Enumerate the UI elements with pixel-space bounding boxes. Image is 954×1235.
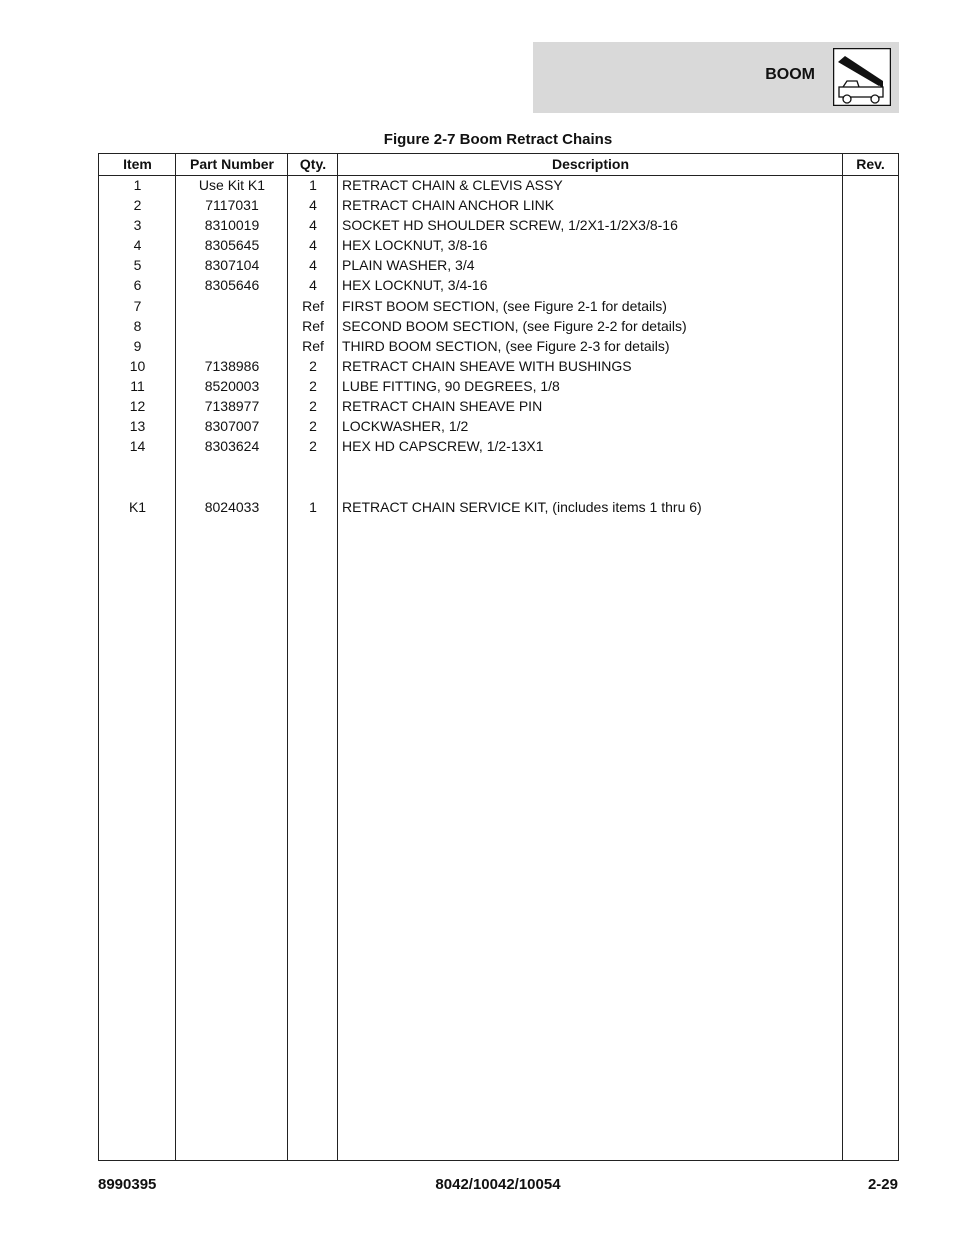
- table-row: [99, 357, 898, 377]
- footer-page-number: 2-29: [867, 1176, 898, 1193]
- item-cell: 14: [129, 438, 146, 455]
- header-item: Item: [123, 156, 152, 172]
- section-tab: [533, 42, 899, 113]
- part-number-cell: 8307007: [204, 418, 260, 435]
- part-number-cell: Use Kit K1: [198, 177, 266, 193]
- description-cell: SECOND BOOM SECTION, (see Figure 2-2 for details): [342, 317, 687, 334]
- item-cell: 12: [129, 398, 146, 415]
- table-body: [99, 176, 898, 518]
- description-cell: LOCKWASHER, 1/2: [342, 418, 469, 435]
- qty-cell: 4: [309, 237, 317, 254]
- header-qty: Qty.: [299, 156, 327, 172]
- section-title: BOOM: [765, 66, 815, 83]
- item-cell: 2: [133, 197, 142, 214]
- part-number-cell: 8310019: [204, 217, 260, 234]
- qty-cell: 2: [309, 438, 317, 455]
- header-part-number: Part Number: [189, 156, 275, 172]
- part-number-cell: 7117031: [205, 197, 259, 214]
- qty-cell: 1: [309, 177, 317, 193]
- item-cell: 7: [133, 297, 142, 314]
- qty-cell: 4: [309, 257, 317, 274]
- table-row: [99, 196, 898, 216]
- qty-cell: 1: [309, 498, 317, 515]
- item-cell: K1: [128, 498, 147, 515]
- description-cell: THIRD BOOM SECTION, (see Figure 2-3 for details): [342, 337, 670, 354]
- qty-cell: Ref: [302, 337, 324, 354]
- description-cell: RETRACT CHAIN SHEAVE PIN: [342, 398, 543, 415]
- table-header: [99, 154, 898, 176]
- table-row: [99, 256, 898, 276]
- item-cell: 1: [133, 177, 142, 193]
- part-number-cell: 7138986: [204, 357, 260, 374]
- part-number-cell: 8307104: [204, 257, 260, 274]
- table-row: [99, 437, 898, 457]
- description-cell: RETRACT CHAIN SHEAVE WITH BUSHINGS: [342, 357, 632, 374]
- telehandler-boom-icon: [833, 48, 891, 106]
- table-row: [99, 297, 898, 317]
- description-cell: RETRACT CHAIN ANCHOR LINK: [342, 197, 555, 214]
- item-cell: 4: [133, 237, 142, 254]
- part-number-cell: 8024033: [204, 498, 260, 515]
- description-cell: HEX LOCKNUT, 3/8-16: [342, 237, 488, 254]
- description-cell: PLAIN WASHER, 3/4: [342, 257, 475, 274]
- table-spacer: [99, 457, 898, 498]
- kit-row: [99, 498, 898, 518]
- part-number-cell: 7138977: [204, 398, 260, 415]
- description-cell: FIRST BOOM SECTION, (see Figure 2-1 for details): [342, 297, 667, 314]
- parts-table: [98, 153, 899, 1161]
- description-cell: HEX LOCKNUT, 3/4-16: [342, 277, 488, 294]
- table-row: [99, 276, 898, 296]
- table-row: [99, 317, 898, 337]
- item-cell: 3: [133, 217, 142, 234]
- part-number-cell: 8305646: [204, 277, 260, 294]
- part-number-cell: 8303624: [204, 438, 260, 455]
- description-cell: SOCKET HD SHOULDER SCREW, 1/2X1-1/2X3/8-16: [342, 217, 678, 234]
- footer-models: 8042/10042/10054: [435, 1176, 561, 1193]
- footer-doc-number: 8990395: [98, 1176, 157, 1193]
- description-cell: RETRACT CHAIN & CLEVIS ASSY: [342, 177, 563, 193]
- table-row: [99, 236, 898, 256]
- table-row: [99, 417, 898, 437]
- item-cell: 9: [133, 337, 142, 354]
- qty-cell: 2: [309, 398, 317, 415]
- qty-cell: 4: [309, 197, 317, 214]
- qty-cell: Ref: [302, 297, 324, 314]
- part-number-cell: 8520003: [204, 377, 260, 394]
- header-rev: Rev.: [856, 156, 885, 172]
- table-row: [99, 176, 898, 196]
- qty-cell: 2: [309, 418, 317, 435]
- qty-cell: Ref: [302, 317, 324, 334]
- item-cell: 8: [133, 317, 142, 334]
- table-row: [99, 216, 898, 236]
- figure-title: Figure 2-7 Boom Retract Chains: [383, 131, 613, 148]
- item-cell: 5: [133, 257, 142, 274]
- qty-cell: 2: [309, 377, 317, 394]
- table-row: [99, 377, 898, 397]
- description-cell: HEX HD CAPSCREW, 1/2-13X1: [342, 438, 544, 455]
- item-cell: 13: [129, 418, 146, 435]
- part-number-cell: 8305645: [204, 237, 260, 254]
- item-cell: 11: [130, 377, 145, 394]
- header-description: Description: [551, 156, 629, 172]
- table-row: [99, 337, 898, 357]
- qty-cell: 4: [309, 277, 317, 294]
- item-cell: 10: [129, 357, 146, 374]
- description-cell: RETRACT CHAIN SERVICE KIT, (includes items 1 thru 6): [342, 498, 702, 515]
- qty-cell: 4: [309, 217, 317, 234]
- table-row: [99, 397, 898, 417]
- description-cell: LUBE FITTING, 90 DEGREES, 1/8: [342, 377, 560, 394]
- item-cell: 6: [133, 277, 142, 294]
- qty-cell: 2: [309, 357, 317, 374]
